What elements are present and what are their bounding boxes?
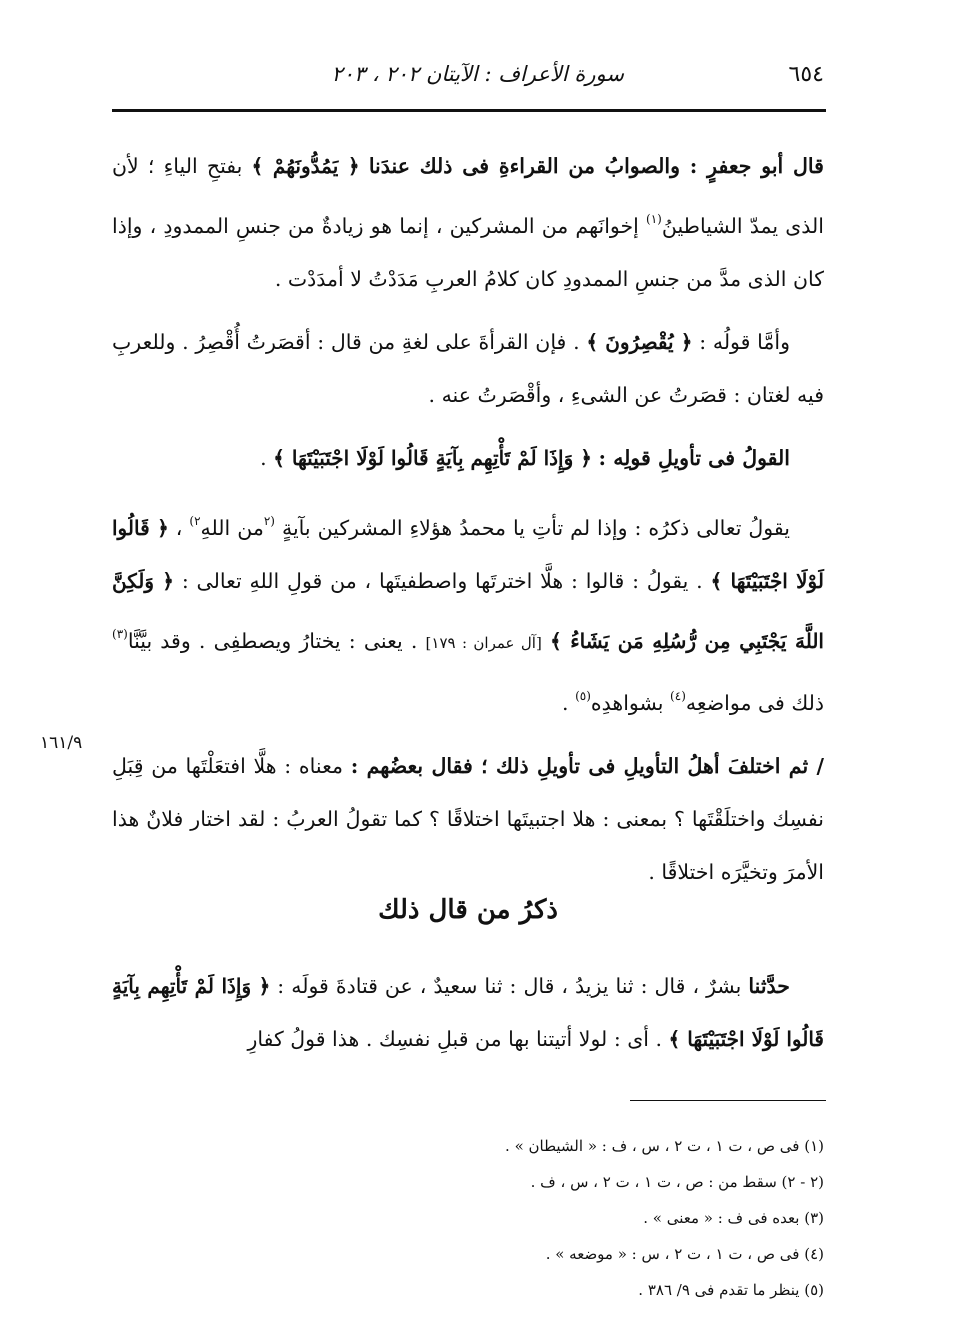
citation-reference: [آل عمران : ١٧٩] (425, 634, 542, 652)
paragraph-text: . (260, 446, 267, 470)
footnote-marker: (٥) (575, 689, 591, 703)
quran-quote: ﴿ وَإِذَا لَمْ تَأْتِهِم بِآيَةٍ قَالُوا لَوْلَا اجْتَبَيْتَهَا ﴾ (273, 446, 592, 470)
quran-quote: ﴿ وَلَكِنَّ اللَّهَ يَجْتَبِي مِن رُّسُلِهِ مَن يَشَاءُ ﴾ (112, 569, 824, 653)
footnote-rule (630, 1100, 826, 1101)
paragraph-4 (112, 495, 824, 730)
footnote-marker: ٢) (189, 514, 201, 528)
paragraph-text: . أى : لولا أتيتنا بها من قبلِ نفسِك . هذا قولُ كفارِ (247, 1027, 663, 1051)
page-number: ٦٥٤ (788, 62, 824, 87)
paragraph-text: . يعنى : يختارُ ويصطفِى . وقد بيَّنَّا (127, 629, 418, 653)
paragraph-text: وأمَّا قولُه : (699, 330, 790, 354)
footnote: (٥) ينظر ما تقدم فى ٩/ ٣٨٦ . (638, 1281, 824, 1299)
footnote: (٢ - ٢) سقط من : ص ، ت ١ ، ت ٢ ، س ، ف . (530, 1173, 824, 1191)
page-header (112, 58, 824, 98)
paragraph-5 (112, 740, 824, 899)
quran-quote: ﴿ يَمُدُّونَهُمْ ﴾ (251, 154, 360, 178)
paragraph-lead: حدَّثنا (748, 974, 790, 998)
paragraph-text: ذلك فى مواضعِه (685, 691, 824, 715)
margin-reference: ١٦١/٩ (40, 733, 83, 753)
paragraph-text: إخوانَهم من المشركين ، إنما هو زيادةٌ من جنسِ الممدودِ ، وإذا كان الذى مدَّ من جنسِ الممدودِ كان كلامُ العربِ مَدَدْتُ لا أمدَدْت . (112, 214, 824, 291)
paragraph-text: . (562, 691, 569, 715)
paragraph-1 (112, 140, 824, 306)
running-title: سورة الأعراف : الآيتان ٢٠٢ ، ٢٠٣ (331, 62, 624, 86)
footnotes (400, 1128, 824, 1308)
header-rule (112, 109, 826, 112)
footnote-marker: (٤) (670, 689, 686, 703)
quran-quote: ﴿ يُقْصِرُونَ ﴾ (586, 330, 693, 354)
paragraph-text: . فإن القرأةَ على لغةِ من قال : أقصَرتُ أُقْصِرُ . وللعربِ فيه لغتان : قصَرتُ عن الشىءِ ، وأقْصَرتُ عنه . (112, 330, 824, 407)
paragraph-text: من اللهِ (200, 516, 264, 540)
paragraph-text: . يقولُ : قالوا : هلَّا اخترتَها واصطفيتَها ، من قولِ اللهِ تعالى : (181, 569, 703, 593)
footnote: (٣) بعده فى ف : « معنى » . (643, 1209, 824, 1227)
footnote-marker: (٣) (112, 627, 128, 641)
footnote: (١) فى ص ، ت ١ ، ت ٢ ، س ، ف : « الشيطان » . (505, 1137, 824, 1155)
paragraph-3 (112, 432, 824, 485)
paragraph-text: معناه : هلَّا افتعَلْتَها من قِبَلِ نفسِك واختلَقْتَها ؟ بمعنى : هلا اجتبيتَها اختلاقًا ؟ كما تقولُ العربُ : لقد اختار فلانٌ هذا الأمرَ وتخيَّرَه اختلاقًا . (112, 754, 824, 884)
paragraph-lead: القولُ فى تأويلِ قولِه : (598, 446, 790, 470)
paragraph-2 (112, 316, 824, 422)
paragraph-text: ، (175, 516, 183, 540)
quran-quote: ﴿ وَإِذَا لَمْ تَأْتِهِم بِآيَةٍ قَالُوا لَوْلَا اجْتَبَيْتَهَا ﴾ (112, 974, 824, 1051)
quran-quote: ﴿ قَالُوا لَوْلَا اجْتَبَيْتَهَا ﴾ (112, 516, 824, 593)
footnote-marker: (٢ (263, 514, 275, 528)
section-heading: ذكرُ من قال ذلك (378, 895, 558, 925)
main-text (112, 140, 824, 909)
paragraph-text: يقولُ تعالى ذكرُه : وإذا لم تأتِ يا محمدُ هؤلاءِ المشركين بآيةٍ (281, 516, 790, 540)
paragraph-lead: قال أبو جعفرٍ : والصوابُ من القراءةِ فى ذلك عندَنا (368, 154, 824, 178)
paragraph-text: بشواهدِه (590, 691, 664, 715)
paragraph-text: بشرٌ ، قال : ثنا يزيدُ ، قال : ثنا سعيدٌ ، عن قتادةَ قولَه : (277, 974, 742, 998)
main-text-continued (112, 960, 824, 1076)
footnote: (٤) فى ص ، ت ١ ، ت ٢ ، س : « موضعه » . (545, 1245, 824, 1263)
footnote-marker: (١) (646, 212, 662, 226)
paragraph-6 (112, 960, 824, 1066)
paragraph-lead: / ثم اختلفَ أهلُ التأويلِ فى تأويلِ ذلك ؛ فقال بعضُهم : (350, 754, 824, 778)
paragraph-text: بفتحِ الياءِ ؛ لأن الذى يمدّ الشياطينُ (112, 154, 824, 238)
